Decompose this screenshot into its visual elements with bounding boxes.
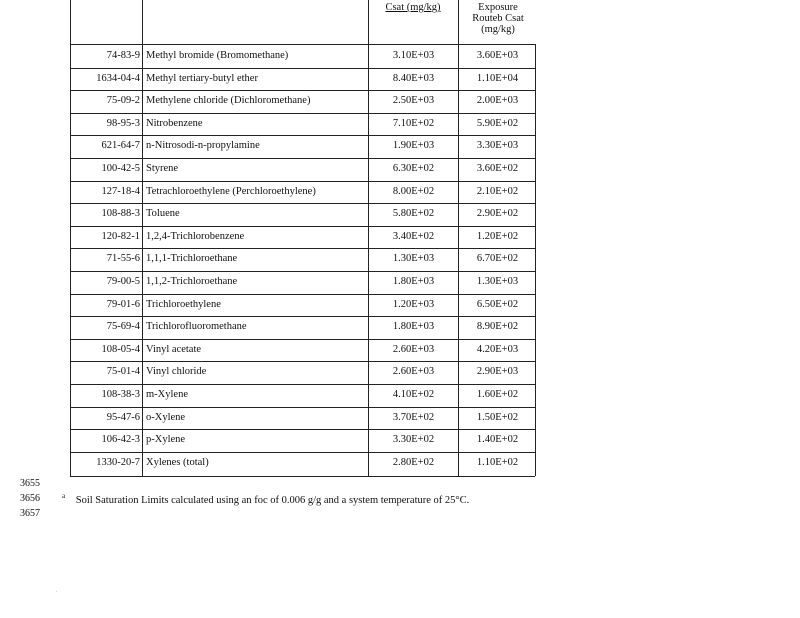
- chemical-name: 1,1,1-Trichloroethane: [146, 253, 238, 265]
- cas-number: 79-00-5: [106, 276, 140, 287]
- table-row: [70, 429, 535, 451]
- line-number: 3655: [20, 478, 40, 489]
- table-row: [70, 135, 535, 157]
- cas-number: 108-38-3: [101, 389, 140, 400]
- cas-number: 1634-04-4: [96, 72, 140, 84]
- chemical-name: o-Xylene: [146, 411, 186, 423]
- exposure-route-csat-value: 1.10E+04: [476, 72, 519, 84]
- csat-value: 1.30E+03: [392, 253, 435, 265]
- exposure-route-csat-value: 1.50E+02: [476, 411, 519, 423]
- chemical-name: Vinyl chloride: [146, 366, 207, 378]
- cas-number: 621-64-7: [101, 140, 140, 152]
- header-csat-label: Csat (mg/kg): [385, 2, 441, 13]
- header-exposure-line2: Routeb Csat: [472, 13, 524, 24]
- table-row: [70, 384, 535, 406]
- chemical-name: 1,2,4-Trichlorobenzene: [146, 230, 245, 242]
- table-bottom-rule: [70, 476, 535, 477]
- table-row: [70, 181, 535, 203]
- table-row: [70, 226, 535, 248]
- cas-number: 95-47-6: [106, 411, 140, 423]
- exposure-route-csat-value: 6.50E+02: [476, 298, 519, 310]
- chemical-name: Methyl tertiary-butyl ether: [146, 72, 258, 84]
- chemical-name: 1,1,2-Trichloroethane: [146, 276, 238, 287]
- exposure-route-csat-value: 4.20E+03: [476, 343, 519, 355]
- table-row-rule: [70, 113, 535, 114]
- header-csat: [369, 2, 457, 13]
- table-row: [70, 316, 535, 338]
- csat-value: 1.80E+03: [392, 276, 435, 287]
- chemical-name: Tetrachloroethylene (Perchloroethylene): [146, 185, 316, 197]
- exposure-route-csat-value: 1.40E+02: [476, 434, 519, 446]
- exposure-route-csat-value: 2.90E+03: [476, 366, 519, 378]
- cas-number: 1330-20-7: [96, 456, 140, 468]
- csat-value: 4.10E+02: [392, 389, 435, 400]
- csat-value: 3.30E+02: [392, 434, 435, 446]
- table-row: [70, 90, 535, 112]
- table-row: [70, 248, 535, 270]
- exposure-route-csat-value: 1.10E+02: [476, 456, 519, 468]
- exposure-route-csat-value: 2.10E+02: [476, 185, 519, 197]
- chemical-name: n-Nitrosodi-n-propylamine: [146, 140, 260, 152]
- cas-number: 79-01-6: [106, 298, 140, 310]
- cas-number: 75-69-4: [106, 321, 140, 333]
- exposure-route-csat-value: 3.30E+03: [476, 140, 519, 152]
- table-row-rule: [70, 339, 535, 340]
- exposure-route-csat-value: 3.60E+03: [476, 50, 519, 61]
- table-row-rule: [70, 158, 535, 159]
- table-vline-right: [535, 44, 536, 476]
- exposure-route-csat-value: 5.90E+02: [476, 117, 519, 129]
- table-row-rule: [70, 135, 535, 136]
- cas-number: 106-42-3: [101, 434, 140, 446]
- table-row: [70, 452, 535, 474]
- csat-value: 5.80E+02: [392, 208, 435, 220]
- header-exposure-line1: Exposure: [478, 2, 518, 13]
- csat-value: 7.10E+02: [392, 117, 435, 129]
- cas-number: 71-55-6: [106, 253, 140, 265]
- exposure-route-csat-value: 8.90E+02: [476, 321, 519, 333]
- csat-value: 6.30E+02: [392, 163, 435, 174]
- csat-value: 1.20E+03: [392, 298, 435, 310]
- chemical-name: Trichlorofluoromethane: [146, 321, 247, 333]
- cas-number: 74-83-9: [106, 50, 140, 61]
- cas-number: 75-01-4: [106, 366, 140, 378]
- table-row-rule: [70, 407, 535, 408]
- table-row: [70, 271, 535, 293]
- footnote: [62, 492, 469, 506]
- csat-value: 3.40E+02: [392, 230, 435, 242]
- table-row-rule: [70, 429, 535, 430]
- table-row: [70, 45, 535, 67]
- chemical-name: Styrene: [146, 163, 179, 174]
- table-row-rule: [70, 181, 535, 182]
- table-row-rule: [70, 361, 535, 362]
- table-row: [70, 361, 535, 383]
- table-row-rule: [70, 294, 535, 295]
- csat-value: 3.70E+02: [392, 411, 435, 423]
- table-row-rule: [70, 271, 535, 272]
- csat-value: 2.50E+03: [392, 95, 435, 107]
- chemical-name: m-Xylene: [146, 389, 188, 400]
- table-row-rule: [70, 203, 535, 204]
- exposure-route-csat-value: 2.90E+02: [476, 208, 519, 220]
- footnote-marker: a: [62, 492, 66, 500]
- exposure-route-csat-value: 1.20E+02: [476, 230, 519, 242]
- cas-number: 120-82-1: [101, 230, 140, 242]
- chemical-name: Xylenes (total): [146, 456, 209, 468]
- cas-number: 108-88-3: [101, 208, 140, 220]
- cas-number: 108-05-4: [101, 343, 140, 355]
- exposure-route-csat-value: 6.70E+02: [476, 253, 519, 265]
- table-row-rule: [70, 316, 535, 317]
- chemical-name: Vinyl acetate: [146, 343, 202, 355]
- table-row: [70, 113, 535, 135]
- csat-value: 2.80E+02: [392, 456, 435, 468]
- table-row-rule: [70, 248, 535, 249]
- csat-value: 3.10E+03: [392, 50, 435, 61]
- table-row-rule: [70, 384, 535, 385]
- chemical-name: Trichloroethylene: [146, 298, 221, 310]
- line-number: 3657: [20, 508, 40, 519]
- table-row-rule: [70, 452, 535, 453]
- exposure-route-csat-value: 1.30E+03: [476, 276, 519, 287]
- csat-value: 1.80E+03: [392, 321, 435, 333]
- csat-value: 1.90E+03: [392, 140, 435, 152]
- chemical-name: Methylene chloride (Dichloromethane): [146, 95, 311, 107]
- csat-value: 2.60E+03: [392, 343, 435, 355]
- table-row: [70, 294, 535, 316]
- chemical-name: Methyl bromide (Bromomethane): [146, 50, 289, 61]
- footnote-text: Soil Saturation Limits calculated using an foc of 0.006 g/g and a system temperature of 25°C.: [75, 494, 470, 506]
- header-exposure-line3: (mg/kg): [481, 24, 515, 35]
- csat-value: 8.00E+02: [392, 185, 435, 197]
- csat-value: 8.40E+03: [392, 72, 435, 84]
- chemical-name: Nitrobenzene: [146, 117, 203, 129]
- table-row: [70, 158, 535, 180]
- table-row: [70, 339, 535, 361]
- table-row-rule: [70, 90, 535, 91]
- cas-number: 98-95-3: [106, 117, 140, 129]
- exposure-route-csat-value: 1.60E+02: [476, 389, 519, 400]
- exposure-route-csat-value: 2.00E+03: [476, 95, 519, 107]
- chemical-name: Toluene: [146, 208, 180, 220]
- table-row: [70, 407, 535, 429]
- cas-number: 75-09-2: [106, 95, 140, 107]
- stray-mark: .: [56, 588, 58, 594]
- table-row-rule: [70, 226, 535, 227]
- csat-value: 2.60E+03: [392, 366, 435, 378]
- cas-number: 100-42-5: [101, 163, 140, 174]
- header-exposure-route: [460, 2, 536, 35]
- cas-number: 127-18-4: [101, 185, 140, 197]
- table-row: [70, 68, 535, 90]
- table-row-rule: [70, 68, 535, 69]
- chemical-name: p-Xylene: [146, 434, 186, 446]
- exposure-route-csat-value: 3.60E+02: [476, 163, 519, 174]
- line-number: 3656: [20, 493, 40, 504]
- table-row: [70, 203, 535, 225]
